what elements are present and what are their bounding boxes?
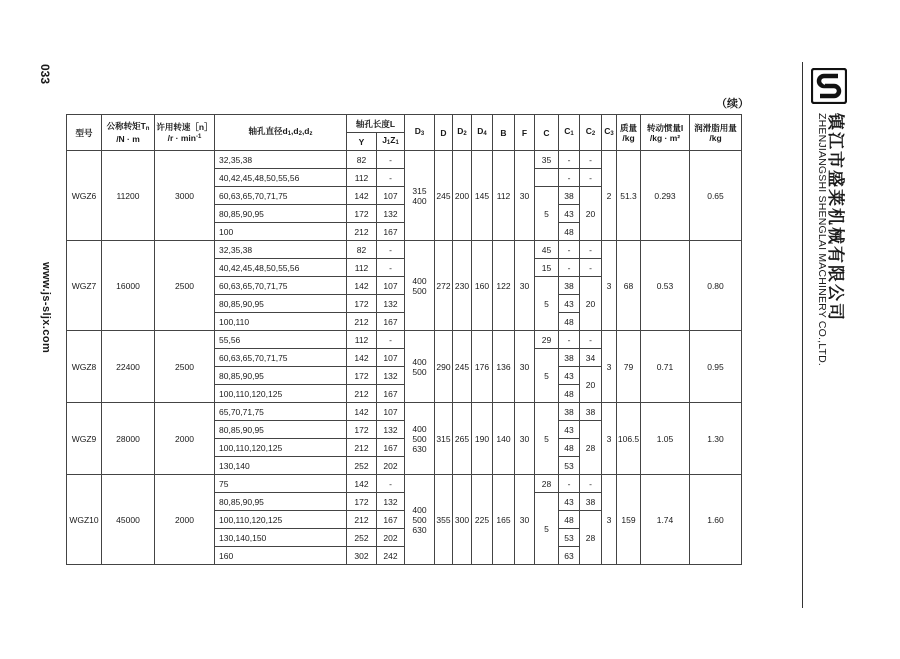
cell-torque: 28000 bbox=[102, 403, 155, 475]
cell-b: 112 bbox=[493, 151, 515, 241]
col-d4: D4 bbox=[472, 115, 493, 151]
cell-bore: 60,63,65,70,71,75 bbox=[215, 349, 347, 367]
cell-c3: 2 bbox=[602, 151, 617, 241]
cell-c2: 28 bbox=[580, 511, 602, 565]
cell-c2: - bbox=[580, 241, 602, 259]
page-number: 033 bbox=[38, 64, 52, 85]
cell-y: 142 bbox=[347, 187, 377, 205]
cell-c1: 43 bbox=[559, 367, 580, 385]
cell-c2: 20 bbox=[580, 367, 602, 403]
cell-bore: 40,42,45,48,50,55,56 bbox=[215, 259, 347, 277]
cell-f: 30 bbox=[515, 241, 535, 331]
col-c: C bbox=[535, 115, 559, 151]
cell-c1: - bbox=[559, 331, 580, 349]
col-d: D bbox=[435, 115, 453, 151]
cell-y: 172 bbox=[347, 205, 377, 223]
cell-y: 172 bbox=[347, 295, 377, 313]
cell-b: 165 bbox=[493, 475, 515, 565]
cell-bore: 60,63,65,70,71,75 bbox=[215, 277, 347, 295]
cell-b: 136 bbox=[493, 331, 515, 403]
col-model: 型号 bbox=[67, 115, 102, 151]
cell-c1: 48 bbox=[559, 439, 580, 457]
cell-d: 290 bbox=[435, 331, 453, 403]
cell-grease: 0.65 bbox=[690, 151, 742, 241]
cell-bore: 80,85,90,95 bbox=[215, 205, 347, 223]
cell-c1: 48 bbox=[559, 313, 580, 331]
table-row bbox=[67, 331, 742, 349]
divider-line bbox=[802, 62, 803, 608]
cell-jz: 202 bbox=[377, 457, 405, 475]
cell-c: 5 bbox=[535, 349, 559, 403]
header-row bbox=[67, 115, 742, 133]
cell-grease: 0.95 bbox=[690, 331, 742, 403]
cell-y: 212 bbox=[347, 385, 377, 403]
cell-c2: 34 bbox=[580, 349, 602, 367]
cell-d2: 230 bbox=[453, 241, 472, 331]
cell-bore: 65,70,71,75 bbox=[215, 403, 347, 421]
cell-mass: 51.3 bbox=[617, 151, 641, 241]
cell-bore: 32,35,38 bbox=[215, 241, 347, 259]
cell-y: 252 bbox=[347, 529, 377, 547]
cell-jz: 132 bbox=[377, 367, 405, 385]
col-mass: 质量 /kg bbox=[617, 115, 641, 151]
cell-d4: 160 bbox=[472, 241, 493, 331]
cell-d3: 400 500 630 bbox=[405, 475, 435, 565]
cell-grease: 1.60 bbox=[690, 475, 742, 565]
cell-jz: - bbox=[377, 475, 405, 493]
cell-c1: 43 bbox=[559, 295, 580, 313]
cell-d2: 265 bbox=[453, 403, 472, 475]
cell-d: 355 bbox=[435, 475, 453, 565]
cell-c3: 3 bbox=[602, 403, 617, 475]
cell-jz: 167 bbox=[377, 511, 405, 529]
cell-d2: 245 bbox=[453, 331, 472, 403]
cell-bore: 75 bbox=[215, 475, 347, 493]
cell-y: 112 bbox=[347, 169, 377, 187]
cell-d4: 225 bbox=[472, 475, 493, 565]
cell-c1: 48 bbox=[559, 511, 580, 529]
cell-jz: - bbox=[377, 169, 405, 187]
cell-c1: - bbox=[559, 259, 580, 277]
cell-y: 212 bbox=[347, 313, 377, 331]
cell-bore: 100,110,120,125 bbox=[215, 385, 347, 403]
cell-torque: 22400 bbox=[102, 331, 155, 403]
cell-c: 5 bbox=[535, 187, 559, 241]
cell-bore: 55,56 bbox=[215, 331, 347, 349]
cell-jz: 132 bbox=[377, 493, 405, 511]
cell-y: 112 bbox=[347, 331, 377, 349]
cell-y: 252 bbox=[347, 457, 377, 475]
cell-c2: 20 bbox=[580, 187, 602, 241]
cell-d3: 400 500 bbox=[405, 331, 435, 403]
cell-c bbox=[535, 169, 559, 187]
cell-d4: 176 bbox=[472, 331, 493, 403]
col-c3: C3 bbox=[602, 115, 617, 151]
cell-bore: 130,140,150 bbox=[215, 529, 347, 547]
cell-c1: 38 bbox=[559, 349, 580, 367]
cell-mass: 106.5 bbox=[617, 403, 641, 475]
cell-c: 5 bbox=[535, 277, 559, 331]
col-torque: 公称转矩Tn /N · m bbox=[102, 115, 155, 151]
cell-c: 35 bbox=[535, 151, 559, 169]
cell-c1: - bbox=[559, 475, 580, 493]
col-jz: J1Z1 bbox=[377, 133, 405, 151]
cell-d2: 200 bbox=[453, 151, 472, 241]
cell-jz: 132 bbox=[377, 295, 405, 313]
cell-y: 212 bbox=[347, 223, 377, 241]
cell-jz: 107 bbox=[377, 349, 405, 367]
cell-model: WGZ9 bbox=[67, 403, 102, 475]
cell-c2: 38 bbox=[580, 493, 602, 511]
cell-y: 302 bbox=[347, 547, 377, 565]
cell-bore: 80,85,90,95 bbox=[215, 367, 347, 385]
cell-mass: 159 bbox=[617, 475, 641, 565]
cell-inertia: 1.74 bbox=[641, 475, 690, 565]
cell-jz: 167 bbox=[377, 313, 405, 331]
cell-model: WGZ10 bbox=[67, 475, 102, 565]
cell-inertia: 0.293 bbox=[641, 151, 690, 241]
cell-c1: 48 bbox=[559, 223, 580, 241]
cell-y: 212 bbox=[347, 439, 377, 457]
cell-c2: 38 bbox=[580, 403, 602, 421]
cell-d: 315 bbox=[435, 403, 453, 475]
cell-mass: 68 bbox=[617, 241, 641, 331]
cell-bore: 40,42,45,48,50,55,56 bbox=[215, 169, 347, 187]
cell-d: 272 bbox=[435, 241, 453, 331]
cell-f: 30 bbox=[515, 403, 535, 475]
cell-grease: 1.30 bbox=[690, 403, 742, 475]
cell-d4: 190 bbox=[472, 403, 493, 475]
cell-c1: - bbox=[559, 151, 580, 169]
cell-speed: 2500 bbox=[155, 331, 215, 403]
table-row bbox=[67, 403, 742, 421]
cell-y: 82 bbox=[347, 151, 377, 169]
cell-jz: - bbox=[377, 331, 405, 349]
cell-inertia: 1.05 bbox=[641, 403, 690, 475]
cell-y: 142 bbox=[347, 277, 377, 295]
company-name-cn: 镇江市盛莱机械有限公司 bbox=[826, 113, 845, 322]
table-row bbox=[67, 241, 742, 259]
cell-d3: 400 500 630 bbox=[405, 403, 435, 475]
cell-bore: 80,85,90,95 bbox=[215, 295, 347, 313]
cell-model: WGZ6 bbox=[67, 151, 102, 241]
cell-c2: - bbox=[580, 169, 602, 187]
cell-bore: 160 bbox=[215, 547, 347, 565]
cell-bore: 100 bbox=[215, 223, 347, 241]
cell-model: WGZ8 bbox=[67, 331, 102, 403]
cell-c3: 3 bbox=[602, 241, 617, 331]
cell-c: 28 bbox=[535, 475, 559, 493]
cell-b: 122 bbox=[493, 241, 515, 331]
cell-c3: 3 bbox=[602, 331, 617, 403]
cell-c: 5 bbox=[535, 493, 559, 565]
col-length: 轴孔长度L bbox=[347, 115, 405, 133]
cell-jz: - bbox=[377, 151, 405, 169]
cell-c2: 28 bbox=[580, 421, 602, 475]
cell-model: WGZ7 bbox=[67, 241, 102, 331]
cell-jz: 167 bbox=[377, 439, 405, 457]
cell-c1: - bbox=[559, 169, 580, 187]
cell-speed: 2000 bbox=[155, 475, 215, 565]
cell-c2: - bbox=[580, 475, 602, 493]
cell-bore: 80,85,90,95 bbox=[215, 493, 347, 511]
cell-c2: - bbox=[580, 151, 602, 169]
cell-y: 82 bbox=[347, 241, 377, 259]
cell-jz: 107 bbox=[377, 403, 405, 421]
cell-c1: 38 bbox=[559, 277, 580, 295]
cell-c1: 48 bbox=[559, 385, 580, 403]
cell-y: 112 bbox=[347, 259, 377, 277]
cell-bore: 80,85,90,95 bbox=[215, 421, 347, 439]
cell-jz: - bbox=[377, 259, 405, 277]
cell-y: 172 bbox=[347, 493, 377, 511]
cell-jz: 107 bbox=[377, 187, 405, 205]
cell-f: 30 bbox=[515, 475, 535, 565]
company-logo-icon bbox=[811, 68, 847, 104]
cell-bore: 100,110 bbox=[215, 313, 347, 331]
col-b: B bbox=[493, 115, 515, 151]
cell-torque: 16000 bbox=[102, 241, 155, 331]
cell-c1: 53 bbox=[559, 457, 580, 475]
cell-jz: 167 bbox=[377, 223, 405, 241]
coupling-spec-table bbox=[66, 114, 742, 565]
cell-jz: 107 bbox=[377, 277, 405, 295]
cell-c: 5 bbox=[535, 403, 559, 475]
cell-bore: 130,140 bbox=[215, 457, 347, 475]
cell-bore: 60,63,65,70,71,75 bbox=[215, 187, 347, 205]
cell-jz: 167 bbox=[377, 385, 405, 403]
cell-y: 172 bbox=[347, 421, 377, 439]
cell-c2: - bbox=[580, 259, 602, 277]
cell-c1: 38 bbox=[559, 403, 580, 421]
cell-torque: 11200 bbox=[102, 151, 155, 241]
cell-mass: 79 bbox=[617, 331, 641, 403]
table-row bbox=[67, 151, 742, 169]
cell-c: 29 bbox=[535, 331, 559, 349]
cell-c1: 38 bbox=[559, 187, 580, 205]
cell-d2: 300 bbox=[453, 475, 472, 565]
cell-c1: 43 bbox=[559, 493, 580, 511]
cell-y: 142 bbox=[347, 403, 377, 421]
cell-speed: 3000 bbox=[155, 151, 215, 241]
col-d2: D2 bbox=[453, 115, 472, 151]
col-c2: C2 bbox=[580, 115, 602, 151]
cell-c2: - bbox=[580, 331, 602, 349]
cell-f: 30 bbox=[515, 331, 535, 403]
cell-c3: 3 bbox=[602, 475, 617, 565]
table-body bbox=[67, 151, 742, 565]
cell-speed: 2000 bbox=[155, 403, 215, 475]
cell-jz: 132 bbox=[377, 421, 405, 439]
cell-c2: 20 bbox=[580, 277, 602, 331]
col-grease: 润滑脂用量 /kg bbox=[690, 115, 742, 151]
cell-y: 142 bbox=[347, 475, 377, 493]
col-c1: C1 bbox=[559, 115, 580, 151]
continued-label: （续） bbox=[716, 98, 749, 110]
cell-y: 212 bbox=[347, 511, 377, 529]
cell-c1: - bbox=[559, 241, 580, 259]
col-bore: 轴孔直径d1,d2,dz bbox=[215, 115, 347, 151]
cell-d3: 400 500 bbox=[405, 241, 435, 331]
cell-d: 245 bbox=[435, 151, 453, 241]
website-url[interactable]: www.js-sljx.com bbox=[40, 262, 52, 354]
cell-c1: 53 bbox=[559, 529, 580, 547]
cell-d4: 145 bbox=[472, 151, 493, 241]
table-row bbox=[67, 475, 742, 493]
cell-c1: 63 bbox=[559, 547, 580, 565]
cell-y: 172 bbox=[347, 367, 377, 385]
cell-jz: 132 bbox=[377, 205, 405, 223]
col-d3: D3 bbox=[405, 115, 435, 151]
company-name-en: ZHENJIANGSHI SHENGLAI MACHINERY CO.,LTD. bbox=[816, 113, 828, 367]
cell-torque: 45000 bbox=[102, 475, 155, 565]
cell-bore: 32,35,38 bbox=[215, 151, 347, 169]
cell-f: 30 bbox=[515, 151, 535, 241]
cell-inertia: 0.71 bbox=[641, 331, 690, 403]
col-f: F bbox=[515, 115, 535, 151]
cell-d3: 315 400 bbox=[405, 151, 435, 241]
cell-bore: 100,110,120,125 bbox=[215, 439, 347, 457]
cell-c1: 43 bbox=[559, 205, 580, 223]
cell-bore: 100,110,120,125 bbox=[215, 511, 347, 529]
cell-grease: 0.80 bbox=[690, 241, 742, 331]
col-speed: 许用转速［n］ $/r \cdot \min^{-1}$ bbox=[155, 115, 215, 151]
cell-c: 15 bbox=[535, 259, 559, 277]
col-inertia: 转动惯量I /kg · m² bbox=[641, 115, 690, 151]
cell-c: 45 bbox=[535, 241, 559, 259]
cell-y: 142 bbox=[347, 349, 377, 367]
col-y: Y bbox=[347, 133, 377, 151]
cell-jz: - bbox=[377, 241, 405, 259]
cell-speed: 2500 bbox=[155, 241, 215, 331]
cell-b: 140 bbox=[493, 403, 515, 475]
cell-inertia: 0.53 bbox=[641, 241, 690, 331]
cell-jz: 202 bbox=[377, 529, 405, 547]
cell-c1: 43 bbox=[559, 421, 580, 439]
cell-jz: 242 bbox=[377, 547, 405, 565]
